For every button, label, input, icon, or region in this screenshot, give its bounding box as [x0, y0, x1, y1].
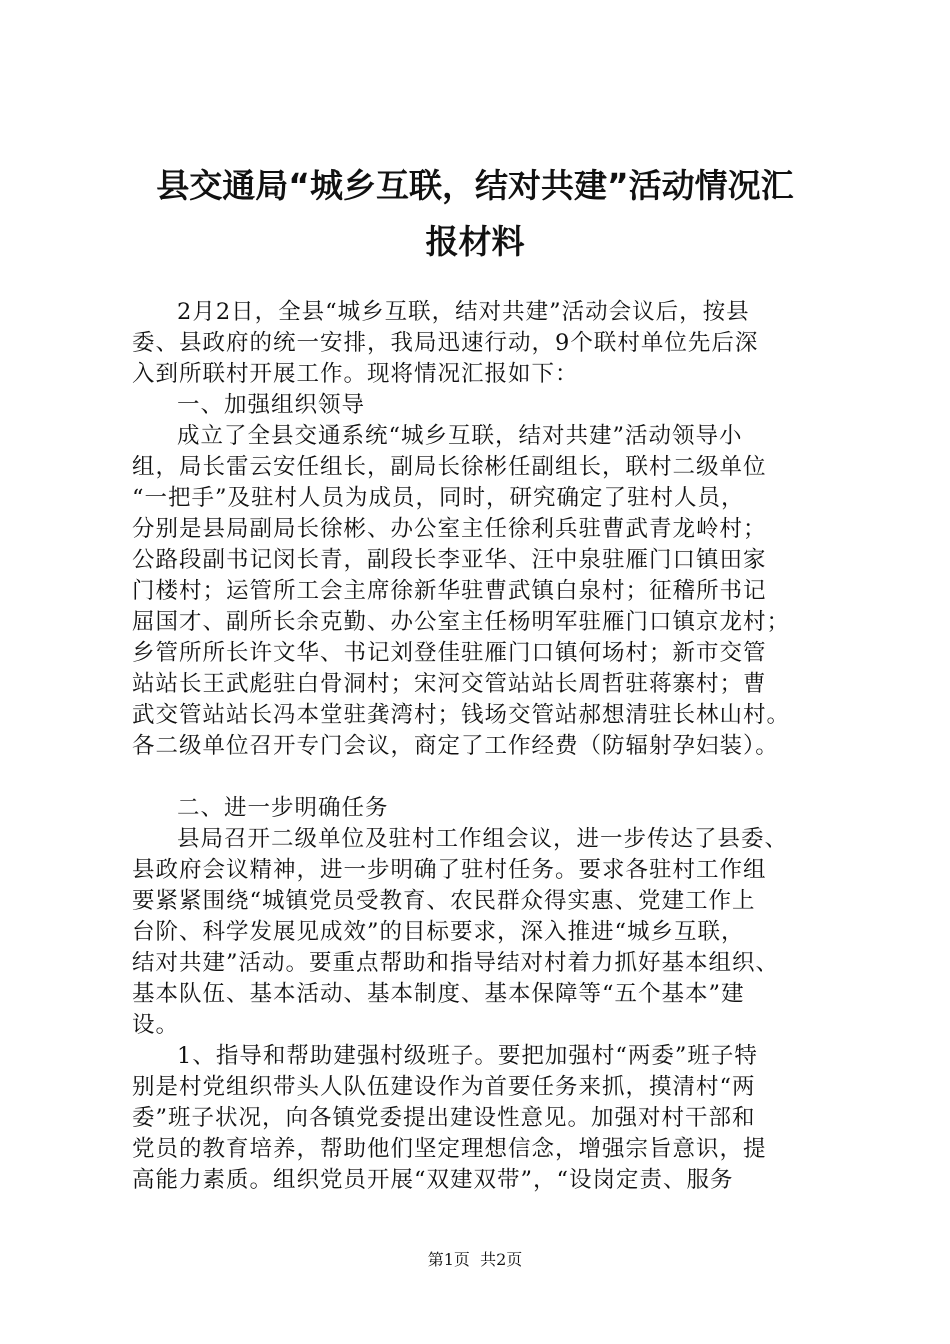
- paragraph-item-1-line: 委”班子状况，向各镇党委提出建设性意见。加强对村干部和: [132, 1105, 756, 1131]
- paragraph-organization-line: 公路段副书记闵长青，副段长李亚华、汪中泉驻雁门口镇田家: [132, 547, 767, 573]
- paragraph-tasks-line: 县局召开二级单位及驻村工作组会议，进一步传达了县委、: [177, 826, 789, 852]
- blank-line: [132, 762, 832, 793]
- paragraph-organization-line: 各二级单位召开专门会议，商定了工作经费（防辐射孕妇装）。: [132, 733, 779, 759]
- paragraph-organization-line: 门楼村；运管所工会主席徐新华驻曹武镇白泉村；征稽所书记: [132, 578, 767, 604]
- section-heading-2: 二、进一步明确任务: [177, 795, 389, 821]
- document-title-line-2: 报材料: [425, 222, 525, 261]
- paragraph-organization-line: 屈国才、副所长余克勤、办公室主任杨明军驻雁门口镇京龙村；: [132, 609, 791, 635]
- paragraph-organization-line: 乡管所所长许文华、书记刘登佳驻雁门口镇何场村；新市交管: [132, 640, 767, 666]
- paragraph-item-1-line: 别是村党组织带头人队伍建设作为首要任务来抓，摸清村“两: [132, 1074, 756, 1100]
- paragraph-item-1-line: 高能力素质。组织党员开展“双建双带”，“设岗定责、服务: [132, 1167, 734, 1193]
- paragraph-organization-line: 分别是县局副局长徐彬、办公室主任徐利兵驻曹武青龙岭村；: [132, 516, 767, 542]
- document-body: [132, 297, 832, 1196]
- paragraph-intro-line: 委、县政府的统一安排，我局迅速行动，9个联村单位先后深: [132, 330, 759, 356]
- paragraph-item-1-line: 党员的教育培养，帮助他们坚定理想信念，增强宗旨意识，提: [132, 1136, 767, 1162]
- page-footer: 第1页 共2页: [427, 1250, 523, 1269]
- paragraph-organization-line: 站站长王武彪驻白骨洞村；宋河交管站站长周哲驻蒋寨村；曹: [132, 671, 767, 697]
- paragraph-organization-line: 成立了全县交通系统“城乡互联，结对共建”活动领导小: [177, 423, 743, 449]
- paragraph-tasks-line: 结对共建”活动。要重点帮助和指导结对村着力抓好基本组织、: [132, 950, 780, 976]
- paragraph-tasks-line: 要紧紧围绕“城镇党员受教育、农民群众得实惠、党建工作上: [132, 888, 756, 914]
- paragraph-organization-line: 武交管站站长冯本堂驻龚湾村；钱场交管站郝想清驻长林山村。: [132, 702, 791, 728]
- section-heading-1: 一、加强组织领导: [177, 392, 366, 418]
- paragraph-organization-line: “一把手”及驻村人员为成员，同时，研究确定了驻村人员，: [132, 485, 745, 511]
- paragraph-intro-line: 2月2日，全县“城乡互联，结对共建”活动会议后，按县: [177, 299, 750, 325]
- paragraph-organization-line: 组，局长雷云安任组长，副局长徐彬任副组长，联村二级单位: [132, 454, 767, 480]
- paragraph-tasks-line: 基本队伍、基本活动、基本制度、基本保障等“五个基本”建: [132, 981, 745, 1007]
- document-title-line-1: 县交通局“城乡互联，结对共建”活动情况汇: [156, 166, 794, 205]
- paragraph-intro-line: 入到所联村开展工作。现将情况汇报如下：: [132, 361, 579, 387]
- paragraph-tasks-line: 县政府会议精神，进一步明确了驻村任务。要求各驻村工作组: [132, 857, 767, 883]
- paragraph-tasks-line: 台阶、科学发展见成效”的目标要求，深入推进“城乡互联，: [132, 919, 745, 945]
- paragraph-item-1-line: 1、指导和帮助建强村级班子。要把加强村“两委”班子特: [177, 1043, 758, 1069]
- paragraph-tasks-line: 设。: [132, 1012, 180, 1038]
